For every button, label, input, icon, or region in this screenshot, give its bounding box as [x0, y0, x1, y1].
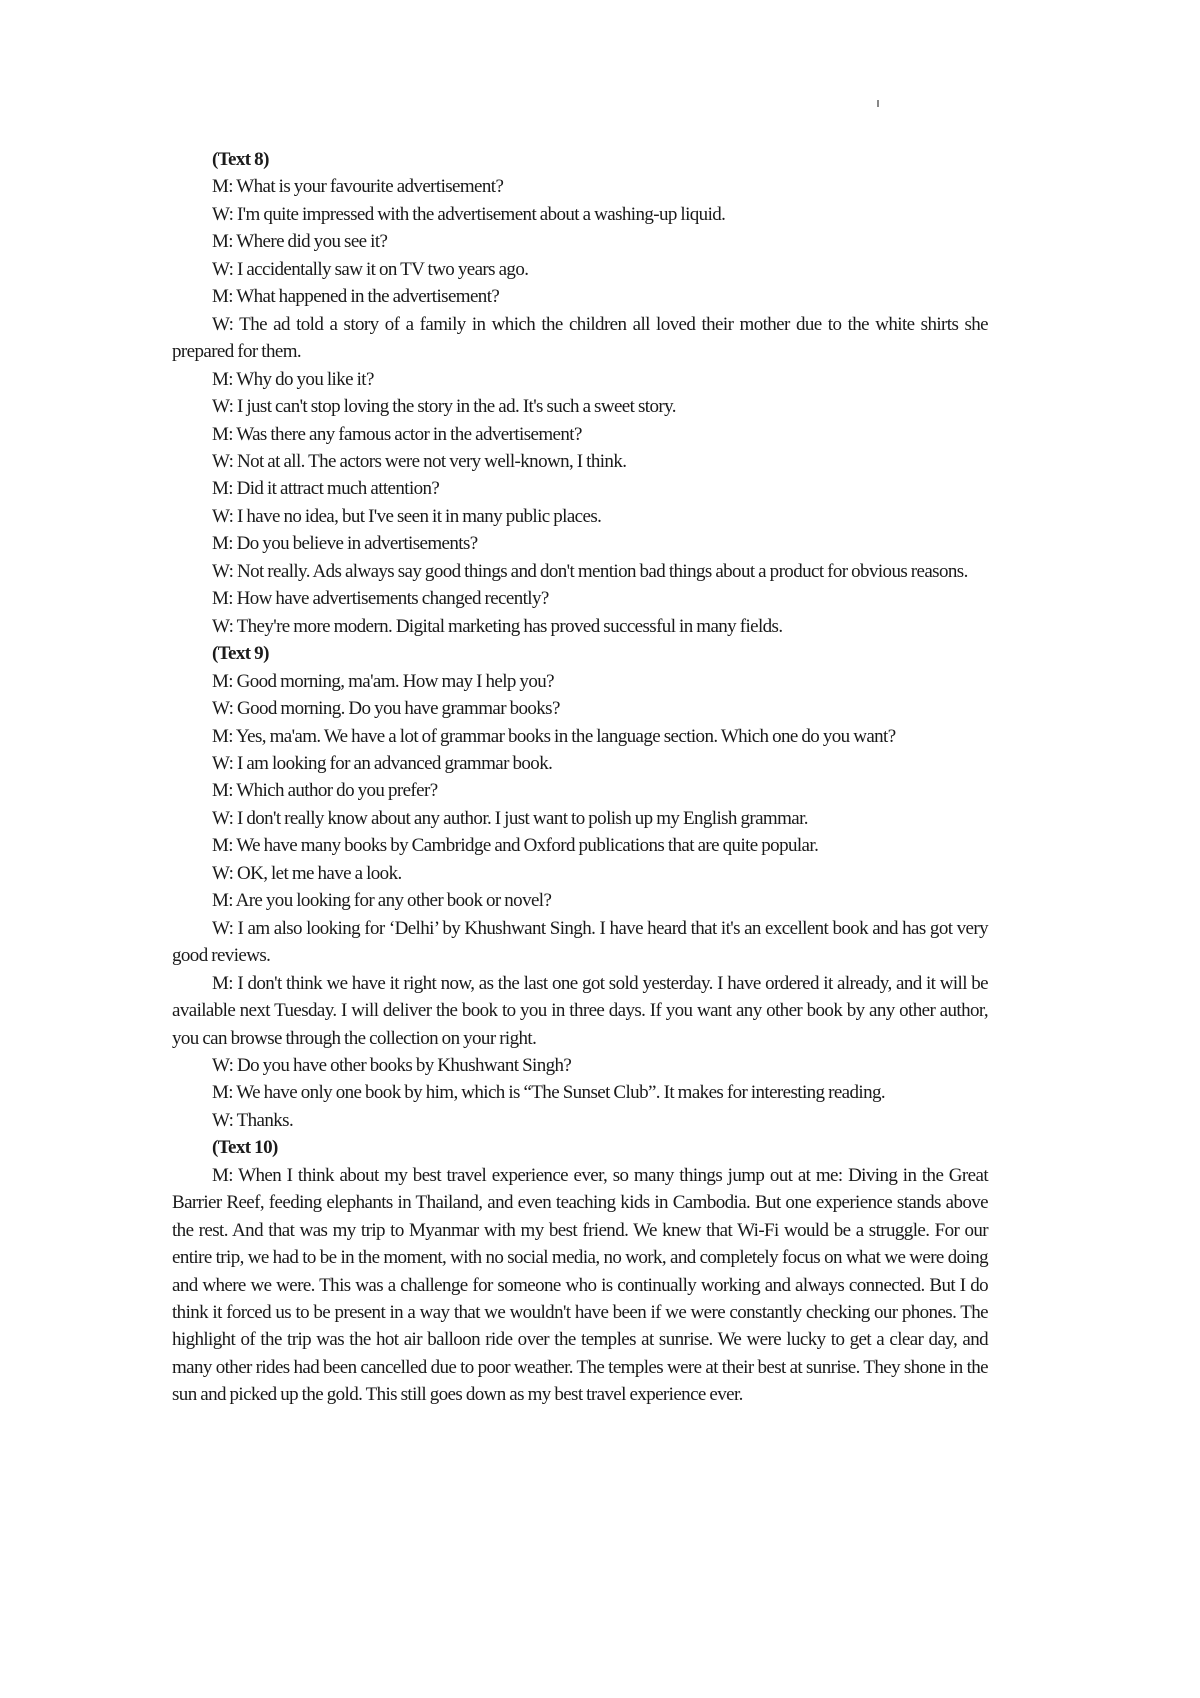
document-page: [172, 146, 988, 1409]
dialogue-line: W: I just can't stop loving the story in the ad. It's such a sweet story.: [212, 396, 676, 418]
dialogue-line: W: I accidentally saw it on TV two years ago.: [212, 258, 529, 280]
dialogue-line: M: What is your favourite advertisement?: [212, 176, 504, 198]
section-heading: (Text 8): [212, 149, 269, 170]
dialogue-line: W: I'm quite impressed with the advertisement about a washing-up liquid.: [212, 203, 726, 225]
dialogue-line: W: Not at all. The actors were not very well-known, I think.: [212, 450, 627, 472]
dialogue-line: M: Was there any famous actor in the advertisement?: [212, 423, 582, 445]
dialogue-line: W: They're more modern. Digital marketing has proved successful in many fields.: [212, 615, 783, 637]
dialogue-line: M: Yes, ma'am. We have a lot of grammar books in the language section. Which one do you want?: [212, 725, 896, 747]
dialogue-line: W: Do you have other books by Khushwant Singh?: [212, 1054, 572, 1076]
dialogue-line: W: Good morning. Do you have grammar books?: [212, 698, 560, 720]
scan-mark: [877, 100, 879, 107]
dialogue-line: M: Good morning, ma'am. How may I help you?: [212, 670, 554, 692]
dialogue-line: M: Do you believe in advertisements?: [212, 533, 478, 555]
dialogue-line: W: I am looking for an advanced grammar book.: [212, 752, 553, 774]
dialogue-line: W: OK, let me have a look.: [212, 862, 402, 884]
dialogue-line: W: Thanks.: [212, 1109, 294, 1131]
dialogue-line: M: Did it attract much attention?: [212, 478, 440, 500]
dialogue-line: M: What happened in the advertisement?: [212, 286, 500, 308]
dialogue-line: M: We have only one book by him, which is “The Sunset Club”. It makes for interesting reading.: [212, 1082, 886, 1104]
dialogue-line: M: Where did you see it?: [212, 231, 388, 253]
dialogue-line: M: Are you looking for any other book or novel?: [212, 890, 552, 912]
section-heading: (Text 10): [212, 1137, 278, 1159]
dialogue-line: W: Not really. Ads always say good things and don't mention bad things about a product for obvious reasons.: [212, 560, 968, 582]
dialogue-line: W: I have no idea, but I've seen it in many public places.: [212, 505, 602, 527]
dialogue-line: M: I don't think we have it right now, as the last one got sold yesterday. I have ordered it already, and it will be available next Tuesday. I will deliver the book to you in three days. If you want any other book by any other author, you can browse through the collection on your right.: [172, 972, 988, 1049]
dialogue-line: M: Which author do you prefer?: [212, 780, 438, 802]
dialogue-line: M: When I think about my best travel experience ever, so many things jump out at me: Diving in the Great Barrier Reef, feeding elephants in Thailand, and even teaching kids in Cambodia. But one experience stands above the rest. And that was my trip to Myanmar with my best friend. We knew that Wi-Fi would be a struggle. For our entire trip, we had to be in the moment, with no social media, no work, and completely focus on what we were doing and where we were. This was a challenge for someone who is continually working and always connected. But I do think it forced us to be present in a way that we wouldn't have been if we were constantly checking our phones. The highlight of the trip was the hot air balloon ride over the temples at sunrise. We were lucky to get a clear day, and many other rides had been cancelled due to poor weather. The temples were at their best at sunrise. They shone in the sun and picked up the gold. This still goes down as my best travel experience ever.: [172, 1164, 988, 1406]
dialogue-line: W: The ad told a story of a family in which the children all loved their mother due to the white shirts she prepared for them.: [172, 313, 988, 363]
dialogue-line: W: I don't really know about any author. I just want to polish up my English grammar.: [212, 807, 808, 829]
dialogue-line: M: Why do you like it?: [212, 368, 374, 390]
section-heading: (Text 9): [212, 643, 269, 665]
dialogue-line: M: How have advertisements changed recently?: [212, 588, 549, 610]
dialogue-line: W: I am also looking for ‘Delhi’ by Khushwant Singh. I have heard that it's an excellent book and has got very good reviews.: [172, 917, 988, 967]
dialogue-line: M: We have many books by Cambridge and Oxford publications that are quite popular.: [212, 835, 819, 857]
